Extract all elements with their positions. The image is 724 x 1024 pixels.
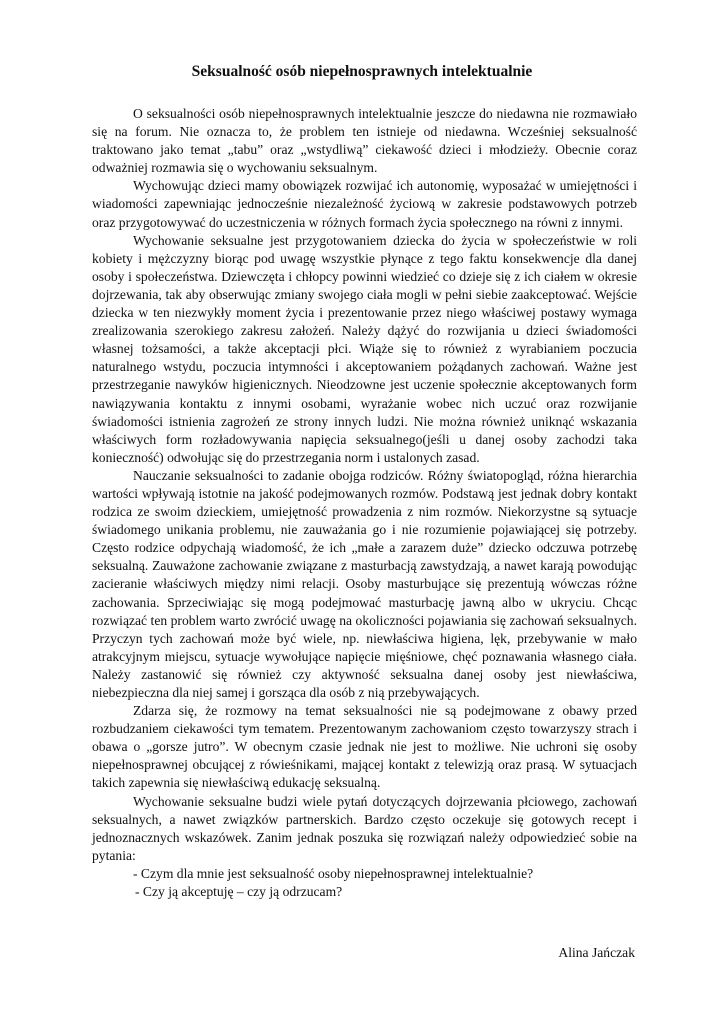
paragraph: O seksualności osób niepełnosprawnych intelektualnie jeszcze do niedawna nie rozmawiało się na forum. Nie oznacza to, że problem ten istnieje od niedawna. Wcześniej seksualność traktowano jako temat „tabu” oraz „wstydliwą” ciekawość dzieci i młodzieży. Obecnie coraz odważniej rozmawia się o wychowaniu seksualnym. (92, 106, 637, 176)
question-item: - Czy ją akceptuję – czy ją odrzucam? (135, 884, 343, 900)
document-title: Seksualność osób niepełnosprawnych intelektualnie (191, 63, 533, 81)
paragraph: Nauczanie seksualności to zadanie obojga rodziców. Różny światopogląd, różna hierarchia wartości wpływają istotnie na jakość podejmowanych rozmów. Podstawą jest jednak dobry kontakt rodzica ze swoim dzieckiem, umiejętność prowadzenia z nim rozmów. Niekorzystne są sytuacje świadomego unikania problemu, nie zauważania go i nie rozumienie pojawiającej się potrzeby. Często rodzice odpychają wiadomość, że ich „małe a zarazem duże” dziecko odczuwa potrzebę seksualną. Zauważone zachowanie związane z masturbacją zawstydzają, a nawet karają powodując zacieranie właściwych między nimi relacji. Osoby masturbujące się prezentują wówczas różne zachowania. Sprzeciwiając się mogą podejmować masturbację jawną albo w ukryciu. Chcąc rozwiązać ten problem warto zwrócić uwagę na okoliczności pojawiania się zachowań seksualnych. Przyczyn tych zachowań może być wiele, np. niewłaściwa higiena, lęk, przebywanie w mało atrakcyjnym miejscu, sytuacje wywołujące napięcie mięśniowe, chęć poznawania własnego ciała. Należy zastanowić się również czy aktywność seksualna danej osoby jest niewłaściwa, niebezpieczna dla niej samej i gorsząca dla osób z nią przebywających. (92, 467, 637, 700)
document-body (92, 105, 637, 901)
paragraph: Zdarza się, że rozmowy na temat seksualności nie są podejmowane z obawy przed rozbudzaniem ciekawości tym tematem. Prezentowanym zachowaniom często towarzyszy strach i obawa o „gorsze jutro”. W obecnym czasie jednak nie jest to możliwe. Nie uchroni się osoby niepełnosprawnej obcującej z rówieśnikami, mającej kontakt z telewizją oraz prasą. W sytuacjach takich zapewnia się niewłaściwą edukację seksualną. (92, 703, 637, 791)
author-signature: Alina Jańczak (558, 945, 635, 960)
paragraph: Wychowanie seksualne jest przygotowaniem dziecka do życia w społeczeństwie w roli kobiety i mężczyzny biorąc pod uwagę wszystkie płynące z tego faktu konsekwencje dla danej osoby i społeczeństwa. Dziewczęta i chłopcy powinni wiedzieć co dzieje się z ich ciałem w okresie dojrzewania, tak aby obserwując zmiany swojego ciała mogli w pełni siebie zaakceptować. Wejście dziecka w ten niezwykły moment życia i prezentowanie przez niego właściwej postawy wymaga zrealizowania szerokiego zakresu założeń. Należy dążyć do rozwijania u dzieci świadomości własnej tożsamości, a także akceptacji płci. Wiąże się to również z wyrabianiem poczucia naturalnego wstydu, poczucia intymności i akceptowaniem pożądanych zachowań. Ważne jest przestrzeganie nawyków higienicznych. Nieodzowne jest uczenie społecznie akceptowanych form nawiązywania kontaktu z innymi osobami, wyrażanie wobec nich uczuć oraz rozwijanie świadomości istnienia zagrożeń ze strony innych ludzi. Nie można również uniknąć wskazania właściwych form rozładowywania napięcia seksualnego(jeśli u danej osoby zachodzi taka konieczność) odwołując się do przestrzegania norm i ustalonych zasad. (92, 232, 637, 465)
question-item: - Czym dla mnie jest seksualność osoby niepełnosprawnej intelektualnie? (133, 865, 534, 881)
paragraph: Wychowanie seksualne budzi wiele pytań dotyczących dojrzewania płciowego, zachowań seksualnych, a nawet związków partnerskich. Bardzo często oczekuje się gotowych recept i jednoznacznych wskazówek. Zanim jednak poszuka się rozwiązań należy odpowiedzieć sobie na pytania: (92, 793, 637, 863)
question-list (92, 865, 637, 901)
paragraph: Wychowując dzieci mamy obowiązek rozwijać ich autonomię, wyposażać w umiejętności i wiadomości zapewniając jednocześnie niezależność życiową w zakresie podstawowych potrzeb oraz przygotowywać do uczestniczenia w różnych formach życia społecznego na równi z innymi. (92, 178, 637, 230)
